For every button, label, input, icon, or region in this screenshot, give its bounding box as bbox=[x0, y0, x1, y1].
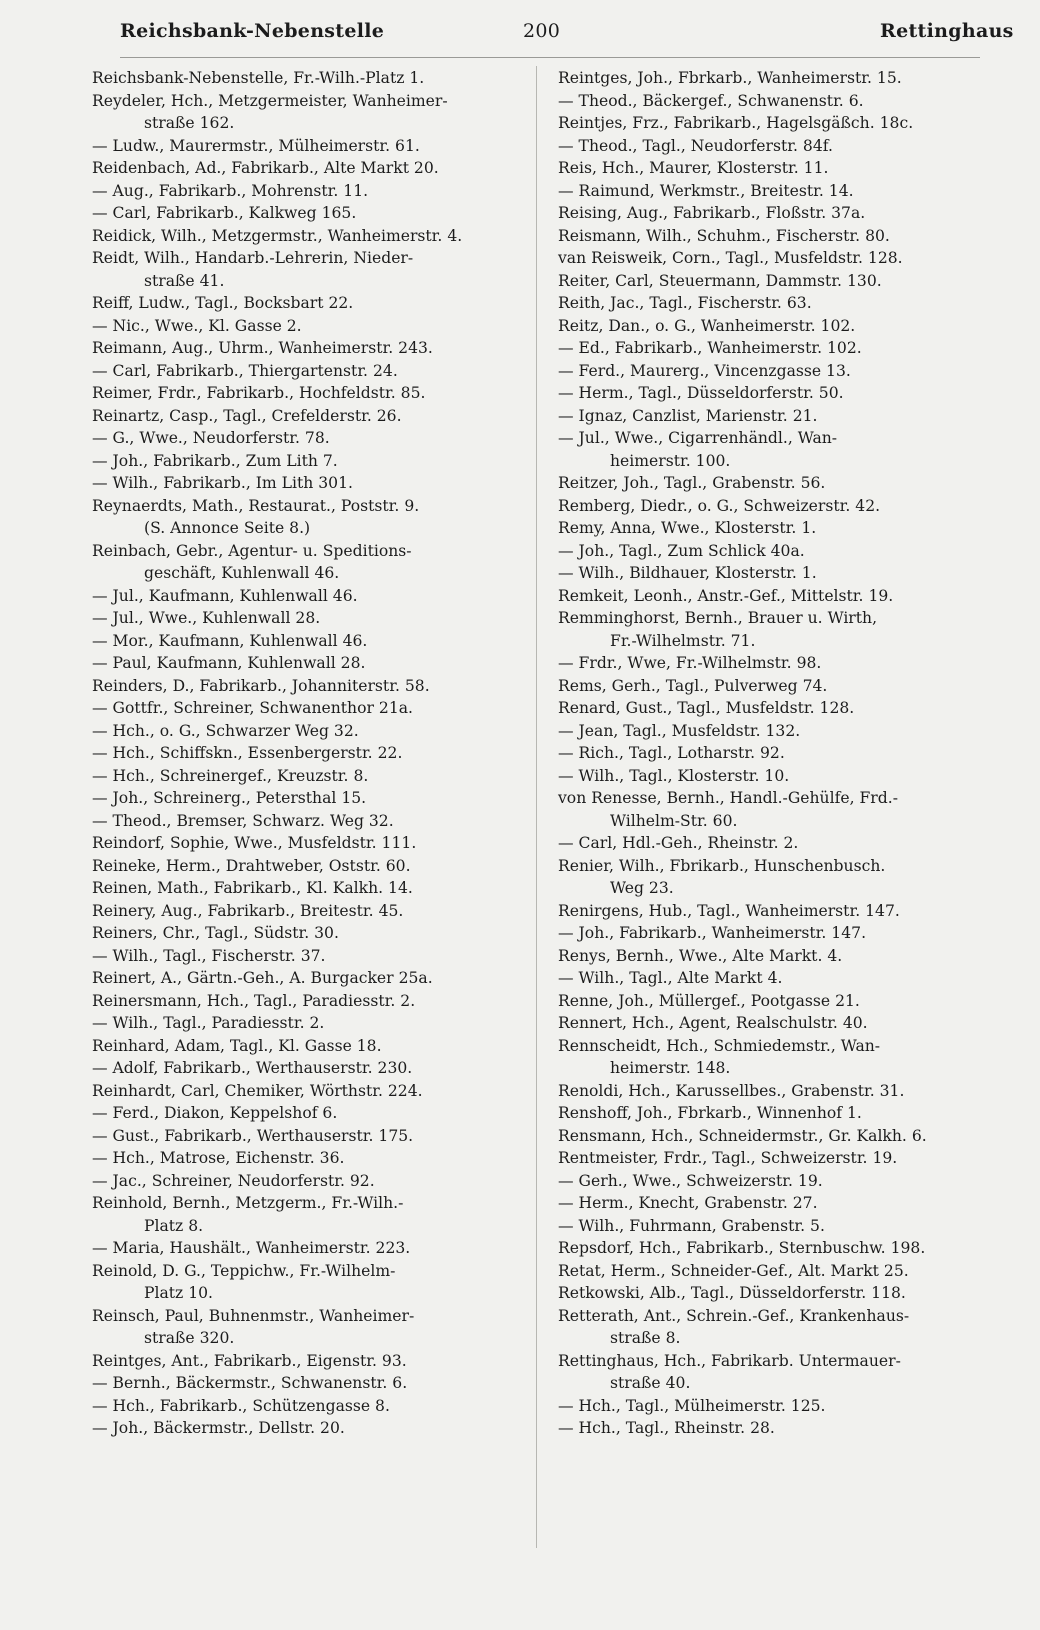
directory-entry: — Herm., Tagl., Düsseldorferstr. 50. bbox=[558, 384, 844, 402]
directory-entry: — G., Wwe., Neudorferstr. 78. bbox=[92, 429, 330, 447]
directory-entry: Rems, Gerh., Tagl., Pulverweg 74. bbox=[558, 676, 828, 695]
directory-entry: Reiter, Carl, Steuermann, Dammstr. 130. bbox=[558, 271, 882, 290]
directory-entry: — Adolf, Fabrikarb., Werthauserstr. 230. bbox=[92, 1059, 413, 1077]
entry-continuation-line: straße 8. bbox=[610, 1329, 681, 1347]
directory-entry: Reintges, Joh., Fbrkarb., Wanheimerstr. 15. bbox=[558, 69, 902, 87]
directory-entry: Reitzer, Joh., Tagl., Grabenstr. 56. bbox=[558, 474, 826, 492]
left-column bbox=[92, 67, 522, 1440]
directory-entry: — Mor., Kaufmann, Kuhlenwall 46. bbox=[92, 631, 368, 650]
directory-entry: von Renesse, Bernh., Handl.-Gehülfe, Frd.- bbox=[558, 789, 898, 807]
right-column bbox=[558, 67, 988, 1440]
directory-entry: — Theod., Tagl., Neudorferstr. 84f. bbox=[558, 136, 833, 155]
entry-continuation-line: straße 320. bbox=[144, 1329, 235, 1347]
entry-continuation-line: straße 162. bbox=[144, 114, 235, 132]
directory-entry: — Raimund, Werkmstr., Breitestr. 14. bbox=[558, 181, 854, 200]
directory-entry: — Gerh., Wwe., Schweizerstr. 19. bbox=[558, 1171, 823, 1190]
directory-entry: Rentmeister, Frdr., Tagl., Schweizerstr. 19. bbox=[558, 1149, 898, 1167]
directory-entry: Remberg, Diedr., o. G., Schweizerstr. 42. bbox=[558, 496, 881, 515]
directory-entry: — Hch., Fabrikarb., Schützengasse 8. bbox=[92, 1396, 390, 1415]
directory-entry: — Bernh., Bäckermstr., Schwanenstr. 6. bbox=[92, 1374, 408, 1392]
directory-entry: — Aug., Fabrikarb., Mohrenstr. 11. bbox=[92, 181, 369, 200]
directory-entry: — Gottfr., Schreiner, Schwanenthor 21a. bbox=[92, 699, 413, 717]
directory-entry: Renys, Bernh., Wwe., Alte Markt. 4. bbox=[558, 946, 843, 965]
directory-entry: Renne, Joh., Müllergef., Pootgasse 21. bbox=[558, 991, 860, 1010]
directory-entry: Reinhard, Adam, Tagl., Kl. Gasse 18. bbox=[92, 1036, 382, 1055]
entry-continuation-line: Weg 23. bbox=[610, 879, 674, 897]
directory-entry: Reineke, Herm., Drahtweber, Oststr. 60. bbox=[92, 856, 411, 875]
directory-entry: — Jul., Wwe., Cigarrenhändl., Wan- bbox=[558, 429, 838, 447]
directory-entry: Reidenbach, Ad., Fabrikarb., Alte Markt 20. bbox=[92, 159, 439, 177]
entry-continuation-line: straße 40. bbox=[610, 1374, 691, 1392]
directory-entry: — Maria, Haushält., Wanheimerstr. 223. bbox=[92, 1239, 411, 1257]
directory-entry: — Ed., Fabrikarb., Wanheimerstr. 102. bbox=[558, 339, 862, 357]
directory-entry: Retterath, Ant., Schrein.-Gef., Krankenhaus- bbox=[558, 1306, 910, 1325]
directory-entry: — Joh., Tagl., Zum Schlick 40a. bbox=[558, 541, 805, 560]
running-header bbox=[0, 18, 1040, 54]
entry-continuation-line: straße 41. bbox=[144, 271, 225, 290]
directory-entry: — Frdr., Wwe, Fr.-Wilhelmstr. 98. bbox=[558, 654, 822, 672]
directory-entry: Reitz, Dan., o. G., Wanheimerstr. 102. bbox=[558, 316, 856, 335]
header-right-keyword: Rettinghaus bbox=[880, 20, 1014, 42]
directory-entry: — Jac., Schreiner, Neudorferstr. 92. bbox=[92, 1171, 375, 1190]
directory-entry: — Herm., Knecht, Grabenstr. 27. bbox=[558, 1194, 818, 1212]
directory-entry: — Joh., Schreinerg., Petersthal 15. bbox=[92, 789, 367, 807]
directory-entry: — Carl, Fabrikarb., Kalkweg 165. bbox=[92, 204, 357, 222]
directory-entry: — Ludw., Maurermstr., Mülheimerstr. 61. bbox=[92, 136, 420, 155]
directory-entry: Renirgens, Hub., Tagl., Wanheimerstr. 147. bbox=[558, 901, 900, 920]
directory-entry: Reydeler, Hch., Metzgermeister, Wanheimer- bbox=[92, 91, 448, 110]
directory-entry: Reynaerdts, Math., Restaurat., Poststr. 9. bbox=[92, 496, 420, 515]
entry-continuation-line: Platz 8. bbox=[144, 1216, 204, 1235]
directory-entry: — Jean, Tagl., Musfeldstr. 132. bbox=[558, 721, 801, 740]
directory-entry: Reintges, Ant., Fabrikarb., Eigenstr. 93. bbox=[92, 1351, 407, 1370]
directory-entry: Renshoff, Joh., Fbrkarb., Winnenhof 1. bbox=[558, 1104, 862, 1122]
entry-continuation-line: heimerstr. 148. bbox=[610, 1059, 731, 1077]
directory-entry: Renard, Gust., Tagl., Musfeldstr. 128. bbox=[558, 699, 855, 717]
directory-entry: — Wilh., Bildhauer, Klosterstr. 1. bbox=[558, 564, 817, 582]
directory-entry: — Nic., Wwe., Kl. Gasse 2. bbox=[92, 316, 302, 335]
directory-entry: Rennert, Hch., Agent, Realschulstr. 40. bbox=[558, 1014, 868, 1032]
page-number: 200 bbox=[523, 20, 561, 42]
directory-entry: Reinery, Aug., Fabrikarb., Breitestr. 45. bbox=[92, 901, 404, 920]
directory-entry: Reis, Hch., Maurer, Klosterstr. 11. bbox=[558, 159, 829, 177]
directory-entry: Reinersmann, Hch., Tagl., Paradiesstr. 2. bbox=[92, 991, 416, 1010]
directory-entry: — Paul, Kaufmann, Kuhlenwall 28. bbox=[92, 654, 366, 672]
directory-entry: — Wilh., Fabrikarb., Im Lith 301. bbox=[92, 474, 353, 492]
directory-entry: Reichsbank-Nebenstelle, Fr.-Wilh.-Platz 1. bbox=[92, 69, 425, 87]
header-left-keyword: Reichsbank-Nebenstelle bbox=[120, 20, 385, 42]
directory-entry: Reinert, A., Gärtn.-Geh., A. Burgacker 25a. bbox=[92, 969, 433, 987]
directory-entry: — Jul., Kaufmann, Kuhlenwall 46. bbox=[92, 586, 358, 605]
directory-entry: Reiff, Ludw., Tagl., Bocksbart 22. bbox=[92, 294, 354, 312]
directory-entry: Reinders, D., Fabrikarb., Johanniterstr. 58. bbox=[92, 676, 430, 695]
directory-entry: Renoldi, Hch., Karussellbes., Grabenstr. 31. bbox=[558, 1081, 905, 1100]
directory-entry: — Hch., Schreinergef., Kreuzstr. 8. bbox=[92, 766, 369, 785]
directory-entry: Reimann, Aug., Uhrm., Wanheimerstr. 243. bbox=[92, 339, 433, 357]
directory-entry: — Carl, Hdl.-Geh., Rheinstr. 2. bbox=[558, 834, 799, 852]
directory-entry: Reinhardt, Carl, Chemiker, Wörthstr. 224. bbox=[92, 1081, 423, 1100]
directory-entry: — Theod., Bremser, Schwarz. Weg 32. bbox=[92, 811, 394, 830]
directory-entry: — Hch., Tagl., Mülheimerstr. 125. bbox=[558, 1396, 826, 1415]
directory-entry: — Joh., Bäckermstr., Dellstr. 20. bbox=[92, 1419, 345, 1437]
directory-entry: Renier, Wilh., Fbrikarb., Hunschenbusch. bbox=[558, 856, 886, 875]
directory-entry: Retat, Herm., Schneider-Gef., Alt. Markt 25. bbox=[558, 1261, 909, 1280]
directory-entry: Retkowski, Alb., Tagl., Düsseldorferstr. 118. bbox=[558, 1284, 906, 1302]
entry-continuation-line: geschäft, Kuhlenwall 46. bbox=[144, 564, 340, 582]
directory-entry: — Hch., o. G., Schwarzer Weg 32. bbox=[92, 721, 359, 740]
directory-entry: — Wilh., Tagl., Klosterstr. 10. bbox=[558, 766, 790, 785]
entry-continuation-line: (S. Annonce Seite 8.) bbox=[144, 519, 311, 537]
column-divider bbox=[536, 66, 537, 1548]
directory-entry: Reith, Jac., Tagl., Fischerstr. 63. bbox=[558, 294, 812, 312]
directory-entry: Reidt, Wilh., Handarb.-Lehrerin, Nieder- bbox=[92, 249, 414, 267]
directory-entry: Reinold, D. G., Teppichw., Fr.-Wilhelm- bbox=[92, 1261, 396, 1280]
directory-entry: Reinen, Math., Fabrikarb., Kl. Kalkh. 14. bbox=[92, 879, 413, 897]
directory-entry: Reidick, Wilh., Metzgermstr., Wanheimerstr. 4. bbox=[92, 226, 463, 245]
entry-continuation-line: Fr.-Wilhelmstr. 71. bbox=[610, 631, 756, 650]
header-rule bbox=[120, 57, 980, 58]
directory-entry: — Wilh., Tagl., Alte Markt 4. bbox=[558, 969, 783, 987]
directory-entry: Reindorf, Sophie, Wwe., Musfeldstr. 111. bbox=[92, 834, 417, 852]
entry-continuation-line: heimerstr. 100. bbox=[610, 451, 731, 470]
directory-entry: Repsdorf, Hch., Fabrikarb., Sternbuschw. 198. bbox=[558, 1239, 926, 1257]
directory-entry: — Theod., Bäckergef., Schwanenstr. 6. bbox=[558, 91, 864, 110]
directory-entry: — Ferd., Diakon, Keppelshof 6. bbox=[92, 1104, 338, 1122]
directory-entry: Reismann, Wilh., Schuhm., Fischerstr. 80. bbox=[558, 226, 890, 245]
directory-entry: — Ignaz, Canzlist, Marienstr. 21. bbox=[558, 406, 818, 425]
directory-entry: — Wilh., Tagl., Fischerstr. 37. bbox=[92, 946, 326, 965]
directory-entry: — Hch., Schiffskn., Essenbergerstr. 22. bbox=[92, 744, 403, 762]
directory-entry: Reising, Aug., Fabrikarb., Floßstr. 37a. bbox=[558, 204, 866, 222]
directory-entry: van Reisweik, Corn., Tagl., Musfeldstr. 128. bbox=[558, 249, 903, 267]
directory-entry: Rennscheidt, Hch., Schmiedemstr., Wan- bbox=[558, 1036, 881, 1055]
directory-entry: Reinsch, Paul, Buhnenmstr., Wanheimer- bbox=[92, 1306, 415, 1325]
directory-entry: — Gust., Fabrikarb., Werthauserstr. 175. bbox=[92, 1126, 414, 1145]
directory-entry: — Hch., Tagl., Rheinstr. 28. bbox=[558, 1419, 775, 1437]
directory-entry: Rensmann, Hch., Schneidermstr., Gr. Kalkh. 6. bbox=[558, 1126, 927, 1145]
directory-entry: Reimer, Frdr., Fabrikarb., Hochfeldstr. 85. bbox=[92, 384, 426, 402]
entry-continuation-line: Wilhelm-Str. 60. bbox=[610, 811, 738, 830]
directory-entry: — Rich., Tagl., Lotharstr. 92. bbox=[558, 744, 785, 762]
directory-entry: Reinbach, Gebr., Agentur- u. Speditions- bbox=[92, 541, 412, 560]
directory-entry: — Ferd., Maurerg., Vincenzgasse 13. bbox=[558, 361, 851, 380]
directory-entry: — Wilh., Fuhrmann, Grabenstr. 5. bbox=[558, 1216, 825, 1235]
directory-entry: Reiners, Chr., Tagl., Südstr. 30. bbox=[92, 924, 339, 942]
directory-entry: Reinartz, Casp., Tagl., Crefelderstr. 26. bbox=[92, 406, 402, 425]
directory-entry: — Joh., Fabrikarb., Zum Lith 7. bbox=[92, 451, 338, 470]
directory-entry: Remy, Anna, Wwe., Klosterstr. 1. bbox=[558, 519, 817, 537]
entry-continuation-line: Platz 10. bbox=[144, 1284, 214, 1302]
directory-entry: Rettinghaus, Hch., Fabrikarb. Untermauer- bbox=[558, 1351, 901, 1370]
directory-entry: — Wilh., Tagl., Paradiesstr. 2. bbox=[92, 1014, 325, 1032]
directory-entry: Reinhold, Bernh., Metzgerm., Fr.-Wilh.- bbox=[92, 1194, 404, 1212]
directory-entry: — Joh., Fabrikarb., Wanheimerstr. 147. bbox=[558, 924, 867, 942]
directory-entry: Remkeit, Leonh., Anstr.-Gef., Mittelstr. 19. bbox=[558, 586, 894, 605]
directory-entry: — Carl, Fabrikarb., Thiergartenstr. 24. bbox=[92, 361, 398, 380]
directory-entry: Reintjes, Frz., Fabrikarb., Hagelsgäßch. 18c. bbox=[558, 114, 914, 132]
directory-entry: Remminghorst, Bernh., Brauer u. Wirth, bbox=[558, 609, 878, 627]
directory-entry: — Jul., Wwe., Kuhlenwall 28. bbox=[92, 609, 321, 627]
directory-entry: — Hch., Matrose, Eichenstr. 36. bbox=[92, 1149, 345, 1167]
